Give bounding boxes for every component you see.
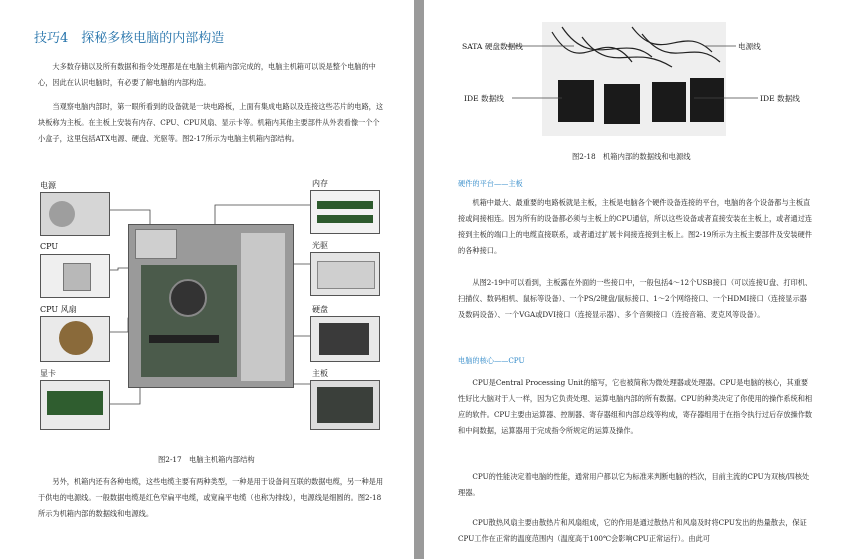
cable-leader-lines [424, 0, 845, 140]
drive-body-shape [317, 261, 375, 289]
label-motherboard: 主板 [312, 369, 328, 378]
label-sata-cable: SATA 硬盘数据线 [462, 42, 523, 51]
paragraph-2: 当观察电脑内部时，第一眼所看到的设备就是一块电路板，上面有集成电路以及连接这些芯片的电路，这块板称为主板。在主板上安装有内存、CPU、CPU风扇、显示卡等。机箱内其他主要部件从外表看像一个个小盒子，这里包括ATX电源、硬盘、光驱等。图2-17所示为电脑主机箱内部结构。 [38, 102, 384, 143]
board-shape [317, 387, 373, 423]
gpu-card-shape [47, 391, 103, 415]
label-power-cable: 电源线 [738, 42, 761, 51]
label-cpu-fan: CPU 风扇 [40, 305, 77, 314]
cpu-fan-photo [40, 316, 110, 362]
figure-caption-2-17: 图2-17 电脑主机箱内部结构 [158, 455, 255, 464]
right-page [424, 0, 845, 559]
page-gutter [414, 0, 424, 559]
label-optical-drive: 光驱 [312, 241, 328, 250]
subheading-cpu: 电脑的核心——CPU [458, 356, 525, 365]
paragraph-r5: CPU散热风扇主要由散热片和风扇组成，它的作用是通过散热片和风扇及时将CPU发出的热量散去，保证CPU工作在正常的温度范围内（温度高于100℃会影响CPU正常运行）。由此可 [458, 518, 807, 543]
motherboard-paragraph [458, 195, 814, 259]
paragraph-r2: 从图2-19中可以看到，主板露在外面的一些接口中，一般包括4～12个USB接口（可以连接U盘、打印机、扫描仪、数码相机、鼠标等设备）、一个PS/2键盘/鼠标接口、1～2个网络接口、一个HDMI接口（连接显示器及数码设备）、一个VGA或DVI接口（连接显示器）、多个音频接口（连接音箱、麦克风等设备）。 [458, 278, 813, 319]
cpu-chip-shape [63, 263, 91, 291]
fan-shape [59, 321, 93, 355]
label-gpu: 显卡 [40, 369, 56, 378]
paragraph-r1: 机箱中最大、最重要的电路板就是主板，主板是电脑各个硬件设备连接的平台，电脑的各个设备都与主板直接或间接相连。因为所有的设备都必须与主板上的CPU通信，所以这些设备或者直接安装在主板上，或者通过连接到主板的端口上的电缆直接联系，或者通过扩展卡间接连接到主板上。图2-19所示为主板主要部件及安装硬件的各种接口。 [458, 198, 813, 255]
label-ide-cable-right: IDE 数据线 [760, 94, 800, 103]
memory-photo [310, 190, 380, 234]
drive-cage [241, 233, 285, 381]
paragraph-r4: CPU的性能决定着电脑的性能，通常用户都以它为标准来判断电脑的档次，目前主流的CPU为双核/四核处理器。 [458, 472, 810, 497]
psu-fan-shape [49, 201, 75, 227]
label-cpu: CPU [40, 242, 59, 251]
card-slot-block [149, 335, 219, 343]
paragraph-1: 大多数存储以及所有数据和指令处理都是在电脑主机箱内部完成的，电脑主机箱可以说是整个电脑的中心，因此在认识电脑时，有必要了解电脑的内部构造。 [38, 62, 376, 87]
ram-stick-1 [317, 201, 373, 209]
ram-stick-2 [317, 215, 373, 223]
ports-paragraph [458, 275, 814, 323]
hdd-photo [310, 316, 380, 362]
label-power: 电源 [40, 181, 56, 190]
cpu-fan-paragraph [458, 515, 814, 547]
psu-block [135, 229, 177, 259]
label-hdd: 硬盘 [312, 305, 328, 314]
psu-photo [40, 192, 110, 236]
gpu-photo [40, 380, 110, 430]
cable-paragraph [38, 474, 384, 522]
label-memory: 内存 [312, 179, 328, 188]
label-ide-cable-left: IDE 数据线 [464, 94, 504, 103]
section-title: 技巧4 探秘多核电脑的内部构造 [34, 31, 225, 46]
cpu-paragraph [458, 375, 814, 439]
figure-caption-2-18: 图2-18 机箱内部的数据线和电源线 [572, 152, 691, 161]
motherboard-photo [310, 380, 380, 430]
cpu-performance-paragraph [458, 469, 814, 501]
hdd-body-shape [319, 323, 369, 355]
left-page [0, 0, 414, 559]
fan-block [169, 279, 207, 317]
subheading-motherboard: 硬件的平台——主板 [458, 179, 523, 188]
cpu-photo [40, 254, 110, 298]
paragraph-r3: CPU是Central Processing Unit的缩写，它也被简称为微处理器或处理器。CPU是电脑的核心，其重要性好比大脑对于人一样，因为它负责处理、运算电脑内部的所有数据。CPU的种类决定了你使用的操作系统和相应的软件。CPU主要由运算器、控制器、寄存器组和内部总线等构成，寄存器组用于在指令执行过后存放操作数和中间数据，运算器用于完成指令所规定的运算及操作。 [458, 378, 813, 435]
paragraph-3: 另外，机箱内还有各种电缆，这些电缆主要有两种类型，一种是用于设备间互联的数据电缆，另一种是用于供电的电源线。一般数据电缆是红色窄扁平电缆，或宽扁平电缆（也称为排线），电源线是细圆的。图2-18所示为机箱内部的数据线和电源线。 [38, 477, 384, 518]
optical-drive-photo [310, 252, 380, 296]
case-interior-photo [128, 224, 294, 388]
